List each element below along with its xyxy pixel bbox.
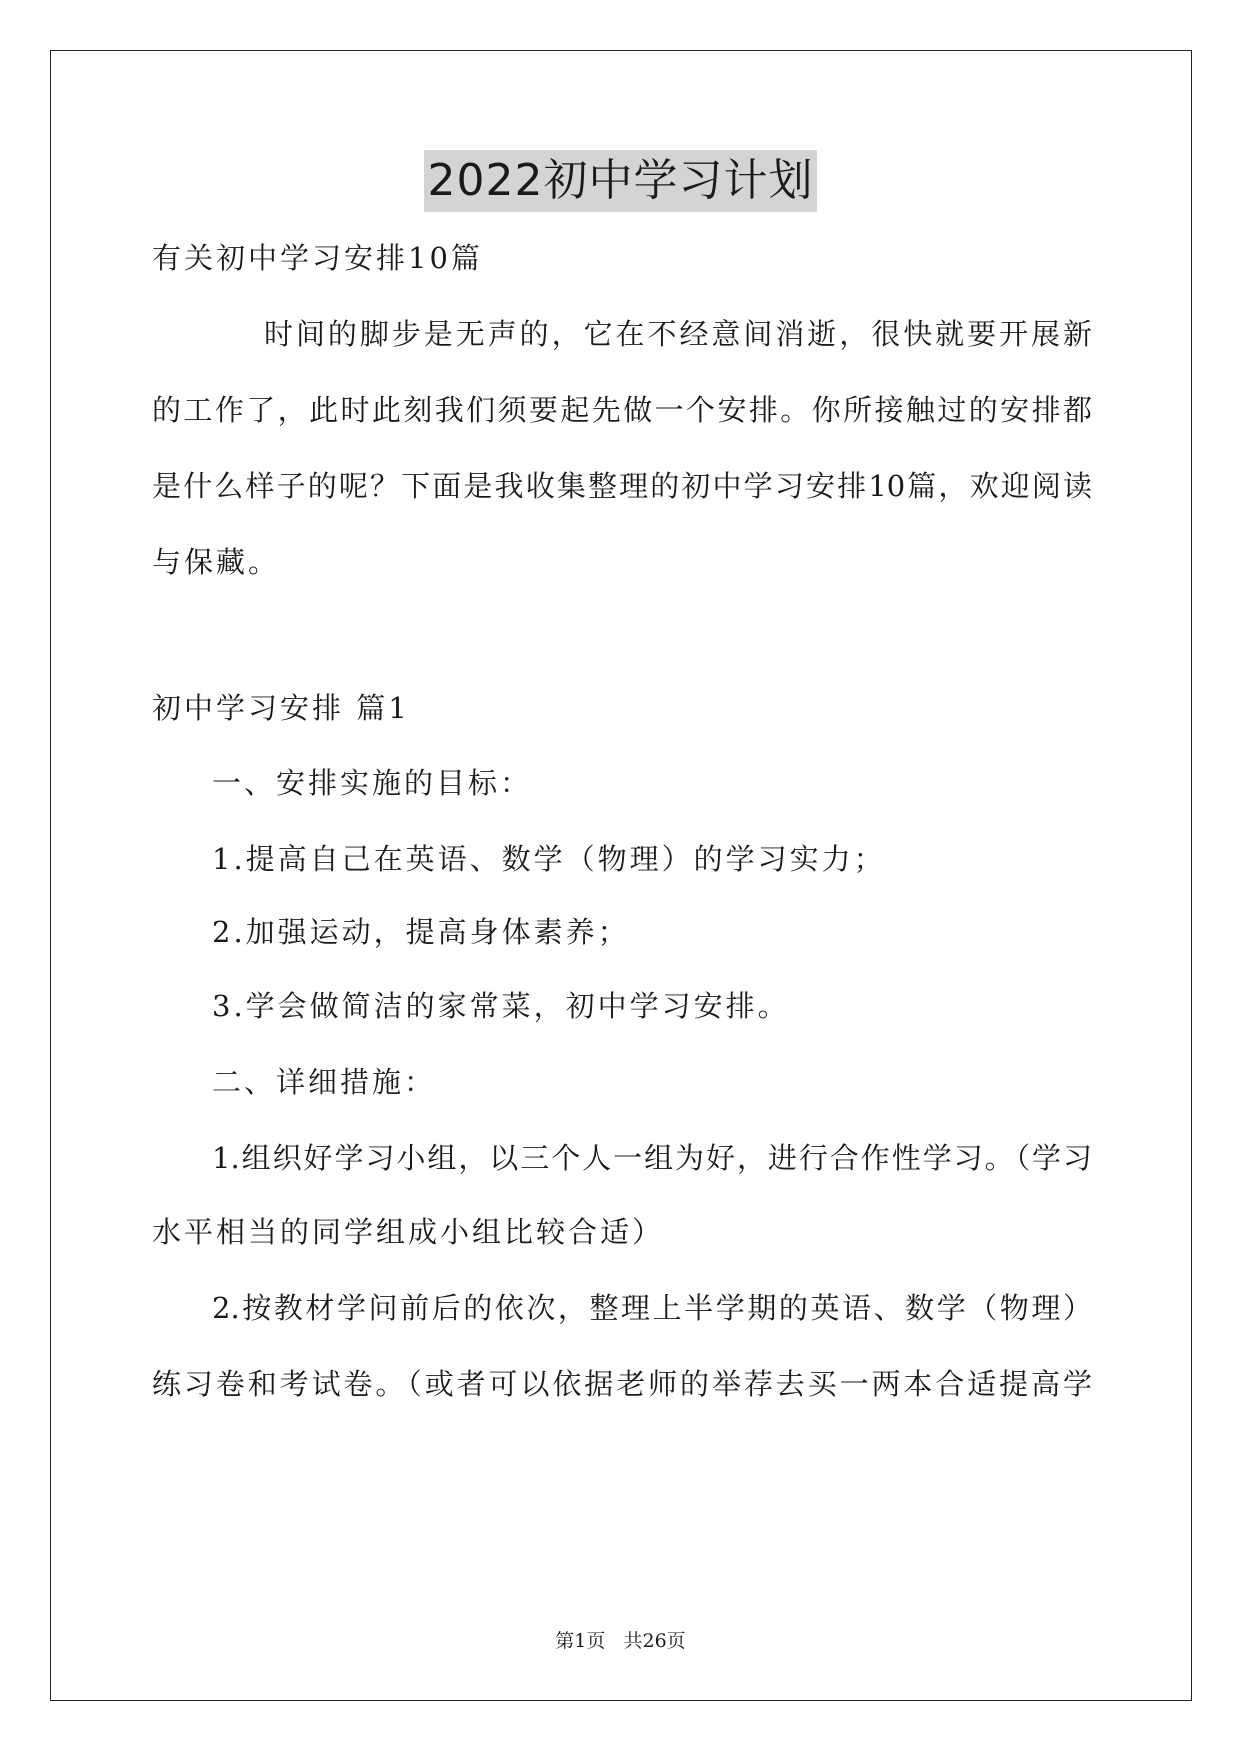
intro-line-3: 是什么样子的呢？下面是我收集整理的初中学习安排10篇，欢迎阅读 [152, 469, 1092, 503]
body-line-7: 水平相当的同学组成小组比较合适） [152, 1215, 665, 1249]
document-title-text: 2022初中学习计划 [424, 150, 818, 212]
section-heading: 初中学习安排 篇1 [152, 691, 410, 725]
body-line-6: 1.组织好学习小组，以三个人一组为好，进行合作性学习。（学习 [212, 1141, 1092, 1175]
document-subtitle: 有关初中学习安排10篇 [152, 241, 483, 275]
document-title [0, 150, 1241, 212]
body-line-8: 2.按教材学问前后的依次，整理上半学期的英语、数学（物理） [212, 1291, 1092, 1325]
body-line-4: 3.学会做简洁的家常菜，初中学习安排。 [212, 989, 790, 1023]
body-line-1: 一、安排实施的目标： [212, 766, 533, 800]
body-line-3: 2.加强运动，提高身体素养； [212, 915, 630, 949]
intro-line-1: 时间的脚步是无声的，它在不经意间消逝，很快就要开展新 [264, 317, 1092, 351]
intro-line-2: 的工作了，此时此刻我们须要起先做一个安排。你所接触过的安排都 [152, 393, 1092, 427]
intro-line-4: 与保藏。 [152, 545, 281, 579]
body-line-5: 二、详细措施： [212, 1065, 437, 1099]
page-number-label: 第1页 共26页 [555, 1630, 686, 1652]
body-line-9: 练习卷和考试卷。（或者可以依据老师的举荐去买一两本合适提高学 [152, 1367, 1092, 1401]
body-line-2: 1.提高自己在英语、数学（物理）的学习实力； [212, 842, 886, 876]
page-footer [0, 1628, 1241, 1654]
